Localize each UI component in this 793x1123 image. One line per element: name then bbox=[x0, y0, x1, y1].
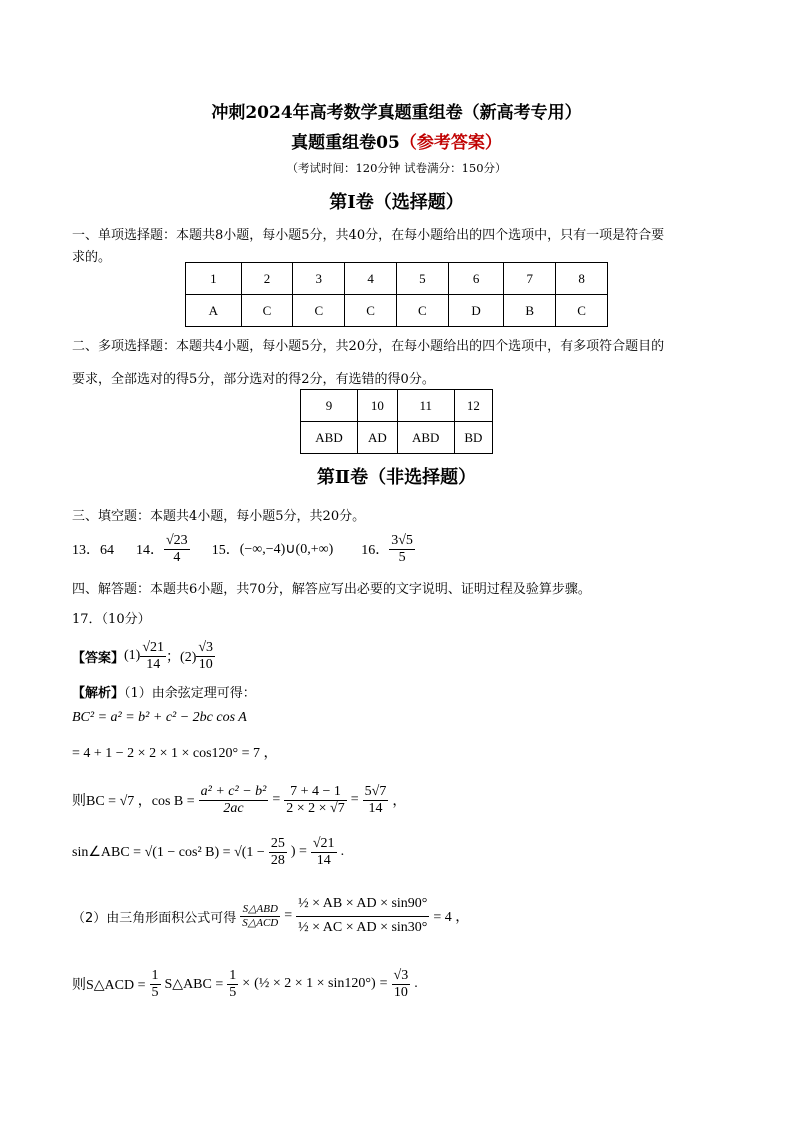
analysis-part-2 bbox=[72, 880, 469, 952]
subtitle-main: 真题重组卷05 bbox=[291, 133, 400, 153]
part1-heading: 第Ⅰ卷（选择题） bbox=[329, 192, 464, 213]
line3-fraction-1 bbox=[199, 784, 269, 816]
fraction-numerator: ½ × AB × AD × sin90° bbox=[296, 893, 429, 916]
final-fraction-1 bbox=[150, 968, 161, 1000]
table-row-numbers bbox=[186, 263, 608, 295]
answer-table-single bbox=[185, 262, 608, 327]
table-row-answers bbox=[301, 422, 493, 454]
period: . bbox=[340, 844, 345, 859]
part2-heading: 第Ⅱ卷（非选择题） bbox=[316, 467, 477, 488]
fraction-denominator: 10 bbox=[393, 984, 408, 1000]
analysis-line-4 bbox=[72, 830, 344, 874]
area-formula bbox=[296, 893, 429, 939]
final-paren-expression: (½ × 2 × 1 × sin120°) bbox=[254, 976, 376, 991]
line3-fraction-3 bbox=[363, 784, 389, 816]
equals-sign: = bbox=[379, 976, 388, 991]
fill-answers bbox=[72, 530, 415, 568]
table-cell: D bbox=[448, 295, 504, 327]
q16-label: 16． bbox=[361, 543, 390, 558]
fraction-denominator: 5 bbox=[151, 984, 159, 1000]
final-mid: S△ABC = bbox=[164, 976, 224, 992]
q14-answer bbox=[164, 533, 190, 565]
fraction-numerator: 1 bbox=[229, 968, 237, 984]
fraction-denominator: 14 bbox=[316, 852, 331, 868]
table-cell: C bbox=[241, 295, 293, 327]
fraction-denominator: 5 bbox=[398, 549, 406, 565]
analysis-line-2: = 4 + 1 − 2 × 2 × 1 × cos120° = 7 ， bbox=[72, 746, 278, 761]
line3-fraction-2 bbox=[284, 784, 346, 816]
fraction-numerator: 1 bbox=[151, 968, 159, 984]
document-subtitle bbox=[0, 128, 793, 153]
table-cell: 9 bbox=[301, 390, 358, 422]
fraction-numerator: S△ABD bbox=[240, 903, 280, 916]
section4-instructions: 四、解答题：本题共6小题，共70分，解答应写出必要的文字说明、证明过程及验算步骤。 bbox=[72, 582, 591, 597]
table-cell: 3 bbox=[293, 263, 345, 295]
answer-tag: 【答案】 bbox=[72, 650, 125, 666]
equals-sign: = bbox=[350, 792, 359, 807]
line3-prefix: 则BC = √7 ，cos B = bbox=[72, 794, 195, 809]
fraction-denominator: 28 bbox=[270, 852, 285, 868]
section2-instructions-cont: 要求，全部选对的得5分，部分选对的得2分，有选错的得0分。 bbox=[72, 372, 435, 387]
closing-paren: ) = bbox=[290, 844, 307, 859]
table-cell: ABD bbox=[397, 422, 454, 454]
analysis-tag: 【解析】 bbox=[72, 686, 125, 701]
line4-fraction bbox=[269, 836, 287, 868]
table-cell: BD bbox=[454, 422, 492, 454]
part2-prefix: （2）由三角形面积公式可得 bbox=[72, 910, 237, 926]
answer-table-multi bbox=[300, 389, 493, 454]
fraction-denominator: 14 bbox=[146, 656, 161, 672]
q15-label: 15． bbox=[211, 543, 240, 558]
table-cell: 10 bbox=[358, 390, 398, 422]
fraction-denominator: ½ × AC × AD × sin30° bbox=[298, 919, 428, 935]
final-result bbox=[392, 968, 411, 1000]
section2-instructions: 二、多项选择题：本题共4小题，每小题5分，共20分，在每小题给出的四个选项中，有多项符合题目的 bbox=[72, 339, 665, 354]
fraction-numerator: √21 bbox=[142, 640, 165, 656]
table-cell: 4 bbox=[345, 263, 397, 295]
fraction-numerator: a² + c² − b² bbox=[200, 784, 267, 800]
table-row-answers bbox=[186, 295, 608, 327]
table-cell: AD bbox=[358, 422, 398, 454]
table-cell: ABD bbox=[301, 422, 358, 454]
section1-instructions: 一、单项选择题：本题共8小题，每小题5分，共40分，在每小题给出的四个选项中，只有一项是符合要 bbox=[72, 228, 665, 243]
table-cell: 8 bbox=[556, 263, 608, 295]
answer-part-1-value bbox=[140, 640, 166, 672]
equals-sign: = bbox=[284, 908, 293, 923]
fraction-numerator: 3√5 bbox=[391, 533, 413, 549]
fraction-numerator: √3 bbox=[393, 968, 409, 984]
period: . bbox=[414, 976, 418, 991]
line4-result bbox=[311, 836, 337, 868]
table-row-numbers bbox=[301, 390, 493, 422]
section3-instructions: 三、填空题：本题共4小题，每小题5分，共20分。 bbox=[72, 509, 366, 524]
fraction-denominator: 2ac bbox=[223, 800, 244, 816]
table-cell: B bbox=[504, 295, 556, 327]
table-cell: C bbox=[396, 295, 448, 327]
comma: ， bbox=[392, 794, 407, 809]
analysis-final bbox=[72, 962, 418, 1006]
analysis-intro: （1）由余弦定理可得： bbox=[124, 686, 256, 701]
table-cell: 7 bbox=[504, 263, 556, 295]
fraction-numerator: 7 + 4 − 1 bbox=[284, 784, 346, 800]
answer-part-1-label: (1) bbox=[124, 648, 141, 663]
table-cell: 6 bbox=[448, 263, 504, 295]
fraction-numerator: √23 bbox=[166, 533, 188, 549]
table-cell: A bbox=[186, 295, 242, 327]
fraction-numerator: 25 bbox=[270, 836, 285, 852]
fraction-denominator: 2 × 2 × √7 bbox=[286, 800, 345, 816]
fraction-denominator: 14 bbox=[368, 800, 383, 816]
analysis-header bbox=[72, 682, 256, 701]
analysis-line-3 bbox=[72, 778, 406, 822]
fraction-denominator: S△ACD bbox=[242, 916, 279, 929]
area-ratio bbox=[240, 903, 280, 928]
fraction-denominator: 10 bbox=[198, 656, 213, 672]
final-prefix: 则S△ACD = bbox=[72, 978, 146, 993]
q15-answer: (−∞,−4)∪(0,+∞) bbox=[239, 541, 334, 557]
fraction-numerator: √3 bbox=[198, 640, 214, 656]
part2-result: = 4 ， bbox=[433, 910, 470, 925]
answer-part-2-value bbox=[196, 640, 215, 672]
fraction-numerator: 5√7 bbox=[364, 784, 387, 800]
line4-prefix: sin∠ABC = √(1 − cos² B) = √(1 − bbox=[72, 844, 265, 860]
q13-answer: 13．64 bbox=[72, 543, 114, 558]
q14-label: 14． bbox=[136, 543, 164, 558]
table-cell: C bbox=[293, 295, 345, 327]
exam-info: （考试时间：120分钟 试卷满分：150分） bbox=[286, 161, 507, 175]
section1-instructions-cont: 求的。 bbox=[72, 250, 112, 265]
fraction-numerator: √21 bbox=[312, 836, 335, 852]
analysis-line-1: BC² = a² = b² + c² − 2bc cos A bbox=[72, 710, 247, 725]
q17-answer bbox=[72, 636, 215, 676]
q17-label: 17．（10分） bbox=[72, 612, 151, 627]
final-fraction-2 bbox=[227, 968, 238, 1000]
fraction-denominator: 5 bbox=[229, 984, 237, 1000]
equals-sign: = bbox=[272, 792, 281, 807]
fraction-denominator: 4 bbox=[173, 549, 181, 565]
answer-part-2-label: ；(2) bbox=[166, 650, 197, 665]
table-cell: 1 bbox=[186, 263, 242, 295]
subtitle-answer-tag: （参考答案） bbox=[399, 133, 502, 153]
table-cell: C bbox=[345, 295, 397, 327]
document-title: 冲刺2024年高考数学真题重组卷（新高考专用） bbox=[211, 103, 582, 123]
table-cell: C bbox=[556, 295, 608, 327]
table-cell: 2 bbox=[241, 263, 293, 295]
table-cell: 11 bbox=[397, 390, 454, 422]
table-cell: 5 bbox=[396, 263, 448, 295]
table-cell: 12 bbox=[454, 390, 492, 422]
times-sign: × bbox=[242, 976, 251, 991]
q16-answer bbox=[389, 533, 415, 565]
